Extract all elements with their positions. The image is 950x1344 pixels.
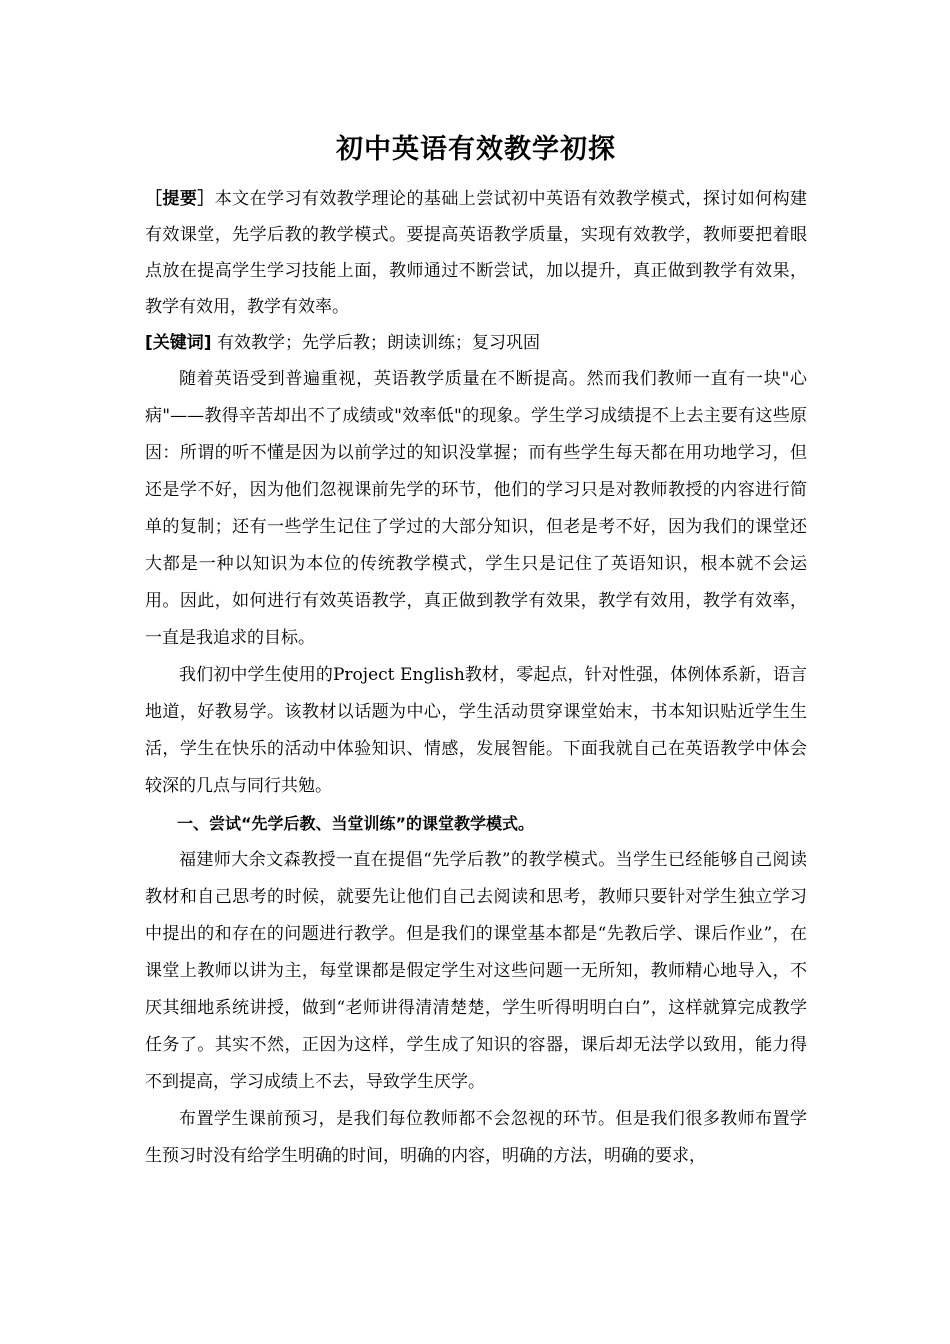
document-page <box>145 125 807 1175</box>
body-paragraph: 布置学生课前预习，是我们每位教师都不会忽视的环节。但是我们很多教师布置学生预习时没有给学生明确的时间，明确的内容，明确的方法，明确的要求， <box>145 1109 807 1166</box>
keywords-label: [关键词] <box>145 333 212 353</box>
body-paragraph: 随着英语受到普遍重视，英语教学质量在不断提高。然而我们教师一直有一块"心病"——教得辛苦却出不了成绩或"效率低"的现象。学生学习成绩提不上去主要有这些原因：所谓的听不懂是因为以前学过的知识没掌握；而有些学生每天都在用功地学习，但还是学不好，因为他们忽视课前先学的环节，他们的学习只是对教师教授的内容进行简单的复制；还有一些学生记住了学过的大部分知识，但老是考不好，因为我们的课堂还大都是一种以知识为本位的传统教学模式，学生只是记住了英语知识，根本就不会运用。因此，如何进行有效英语教学，真正做到教学有效果，教学有效用，教学有效率，一直是我追求的目标。 <box>145 369 807 648</box>
section-heading: 一、尝试“先学后教、当堂训练”的课堂教学模式。 <box>177 814 535 833</box>
abstract <box>145 181 807 325</box>
abstract-text: 本文在学习有效教学理论的基础上尝试初中英语有效教学模式，探讨如何构建有效课堂，先学后教的教学模式。要提高英语教学质量，实现有效教学，教师要把着眼点放在提高学生学习技能上面，教师通过不断尝试，加以提升，真正做到教学有效果，教学有效用，教学有效率。 <box>145 189 808 317</box>
body-paragraph: 福建师大余文森教授一直在提倡“先学后教”的教学模式。当学生已经能够自己阅读教材和自己思考的时候，就要先让他们自己去阅读和思考，教师只要针对学生独立学习中提出的和存在的问题进行教学。但是我们的课堂基本都是“先教后学、课后作业”，在课堂上教师以讲为主，每堂课都是假定学生对这些问题一无所知，教师精心地导入，不厌其细地系统讲授，做到“老师讲得清清楚楚，学生听得明明白白”，这样就算完成教学任务了。其实不然，正因为这样，学生成了知识的容器，课后却无法学以致用，能力得不到提高，学习成绩上不去，导致学生厌学。 <box>145 850 807 1092</box>
body-paragraph: 我们初中学生使用的Project English教材，零起点，针对性强，体例体系新，语言地道，好教易学。该教材以话题为中心，学生活动贯穿课堂始末，书本知识贴近学生生活，学生在快乐的活动中体验知识、情感，发展智能。下面我就自己在英语教学中体会较深的几点与同行共勉。 <box>145 665 807 796</box>
keywords-text: 有效教学；先学后教；朗读训练；复习巩固 <box>211 333 540 353</box>
document-title: 初中英语有效教学初探 <box>336 134 616 165</box>
abstract-label: ［提要］ <box>145 189 215 209</box>
keywords <box>145 325 807 361</box>
